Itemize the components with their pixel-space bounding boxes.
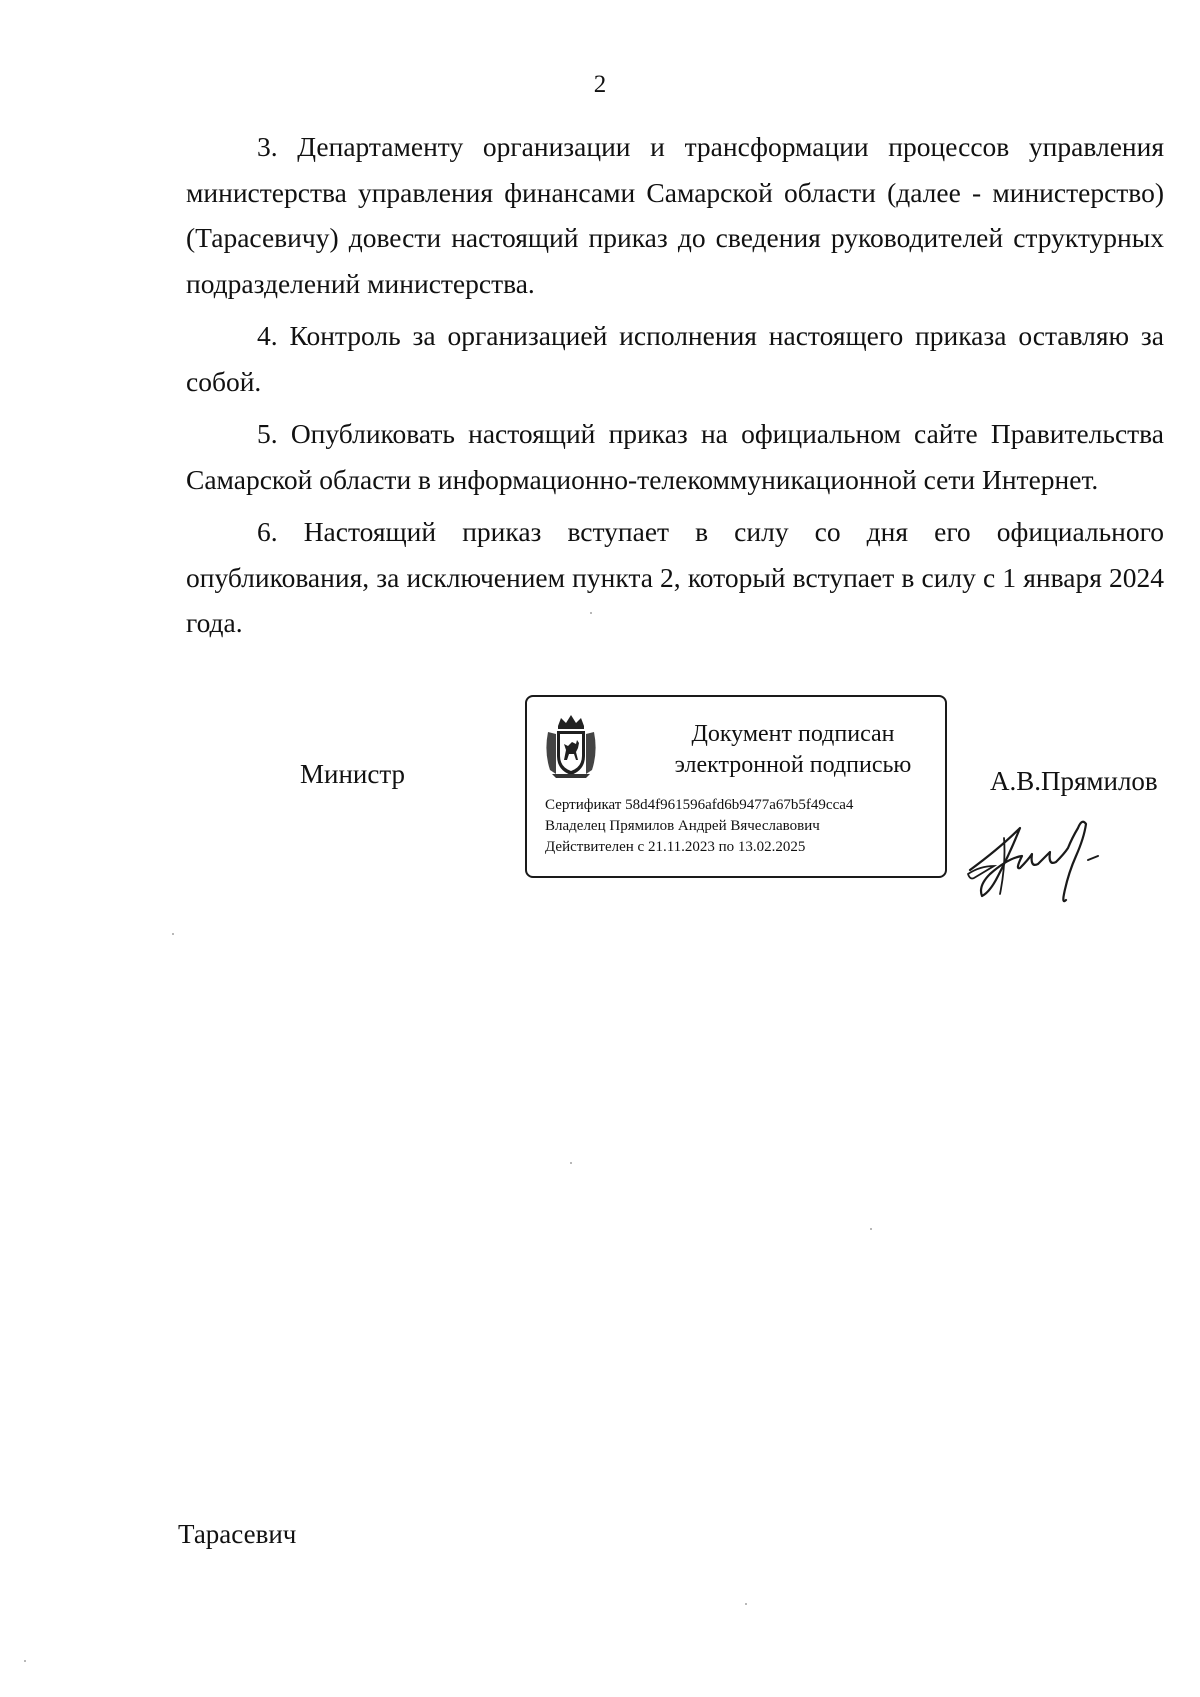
paragraph-5: 5. Опубликовать настоящий приказ на официальном сайте Правительства Самарской области в информационно-телекоммуникационной сети Интернет. (186, 418, 1164, 495)
page-number: 2 (593, 71, 607, 98)
scan-speck (24, 1660, 26, 1662)
stamp-title-line-2: электронной подписью (674, 752, 912, 778)
e-signature-stamp (525, 695, 947, 878)
scan-speck (570, 1162, 572, 1164)
handwritten-signature (960, 808, 1120, 918)
stamp-title (647, 719, 939, 781)
stamp-validity: Действителен с 21.11.2023 по 13.02.2025 (545, 839, 806, 855)
stamp-details (545, 795, 853, 858)
scan-speck (870, 1228, 872, 1230)
scan-speck (590, 612, 592, 614)
coat-of-arms-icon (542, 712, 600, 780)
scan-speck (172, 933, 174, 935)
paragraph-4: 4. Контроль за организацией исполнения настоящего приказа оставляю за собой. (186, 320, 1164, 397)
executor-name: Тарасевич (178, 1519, 297, 1549)
stamp-owner: Владелец Прямилов Андрей Вячеславович (545, 818, 820, 834)
signer-name: А.В.Прямилов (990, 766, 1158, 796)
paragraph-3: 3. Департаменту организации и трансформации процессов управления министерства управления финансами Самарской области (далее - министерство) (Тарасевичу) довести настоящий приказ до сведения руководителей структурных подразделений министерства. (186, 131, 1164, 299)
stamp-certificate: Сертификат 58d4f961596afd6b9477a67b5f49cca4 (545, 797, 854, 813)
stamp-title-line-1: Документ подписан (691, 721, 895, 747)
signer-position: Министр (300, 759, 405, 789)
document-body (186, 124, 1164, 646)
paragraph-6: 6. Настоящий приказ вступает в силу со дня его официального опубликования, за исключением пункта 2, который вступает в силу с 1 января 2024 года. (186, 516, 1164, 638)
scan-speck (745, 1603, 747, 1605)
